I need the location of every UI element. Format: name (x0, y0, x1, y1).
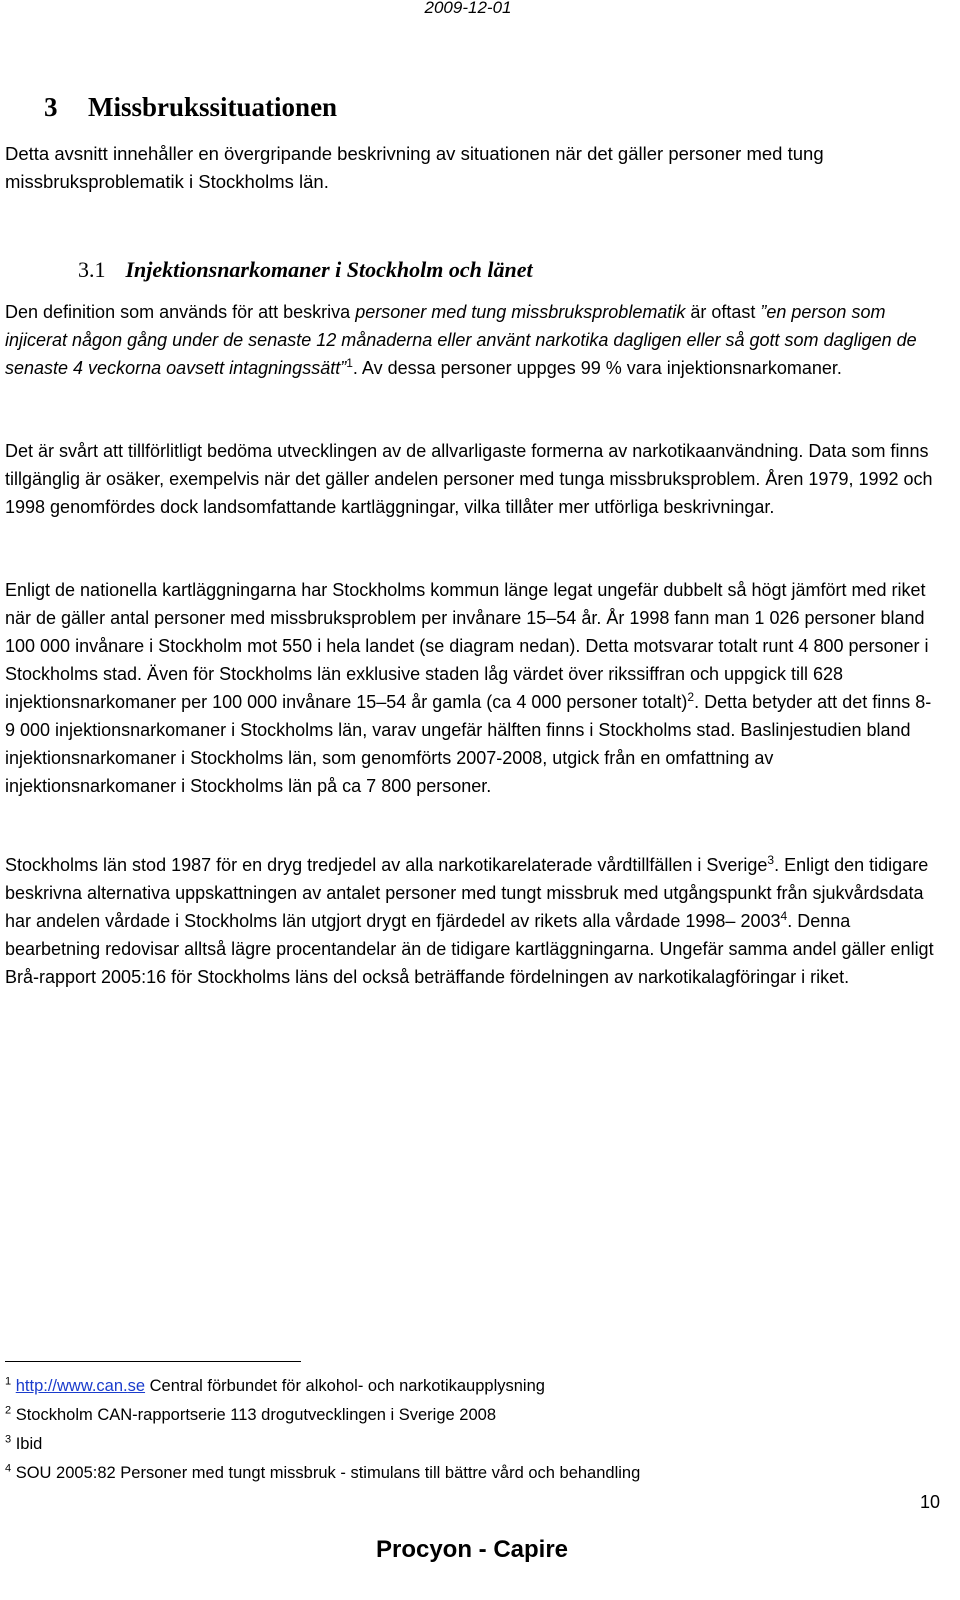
footnote-1-text: Central förbundet för alkohol- och narkotikaupplysning (145, 1377, 545, 1395)
p1-italic-definition: ”en person som injicerat någon gång under de senaste 12 månaderna eller använt narkotika dagligen eller så gott som dagligen de senaste 4 veckorna oavsett intagningssätt” (5, 302, 917, 378)
footnote-1 (5, 1372, 905, 1401)
footnote-ref-3[interactable]: 3 (767, 853, 775, 867)
header-date: 2009-12-01 (424, 0, 512, 17)
p3-text-b: . Detta betyder att det finns 8- 9 000 injektionsnarkomaner i Stockholms län, varav ungefär hälften finns i Stockholms stad. Baslinjestudien bland injektionsnarkomaner i Stockholms län, som genomförts 2007-2008, utgick från en omfattning av injektionsnarkomaner i Stockholms län på ca 7 800 personer. (5, 692, 932, 796)
page-number: 10 (919, 1492, 940, 1512)
footnote-ref-2[interactable]: 2 (687, 690, 695, 704)
footnote-separator (5, 1361, 301, 1362)
footnote-3 (5, 1430, 905, 1459)
paragraph-care-episodes (5, 851, 940, 991)
p1-text-c: är oftast (685, 302, 761, 322)
paragraph-definition (5, 298, 940, 382)
footer-brand (0, 1536, 960, 1564)
footnote-2 (5, 1401, 905, 1430)
subsection-title: Injektionsnarkomaner i Stockholm och länet (125, 257, 533, 282)
footer-text: Procyon - Capire (375, 1536, 569, 1563)
footnotes (5, 1372, 905, 1488)
p4-text-c: . Denna bearbetning redovisar alltså lägre procentandelar än de tidigare kartläggningarna. Ungefär samma andel gäller enligt Brå-rapport 2005:16 för Stockholms läns del också beträffande fördelningen av narkotikalagföringar i riket. (5, 911, 934, 987)
section-intro: Detta avsnitt innehåller en övergripande beskrivning av situationen när det gäller personer med tung missbruksproblematik i Stockholms län. (5, 143, 824, 192)
footnote-2-number: 2 (5, 1404, 12, 1417)
footnote-2-text: Stockholm CAN-rapportserie 113 drogutvecklingen i Sverige 2008 (11, 1406, 496, 1424)
footnote-4 (5, 1459, 905, 1488)
footnote-3-number: 3 (5, 1433, 12, 1446)
footnote-3-text: Ibid (11, 1435, 43, 1453)
subsection-heading (78, 257, 533, 283)
footnote-1-link[interactable]: http://www.can.se (15, 1377, 146, 1395)
footnote-4-text: SOU 2005:82 Personer med tungt missbruk - stimulans till bättre vård och behandling (11, 1464, 641, 1482)
section-heading (44, 92, 337, 123)
p1-text-e: . Av dessa personer uppges 99 % vara injektionsnarkomaner. (352, 358, 842, 378)
section-title: Missbrukssituationen (88, 92, 338, 122)
footnote-ref-1[interactable]: 1 (346, 356, 353, 370)
p3-text-a: Enligt de nationella kartläggningarna har Stockholms kommun länge legat ungefär dubbelt så högt jämfört med riket när de gäller antal personer med missbruksproblem per invånare 15–54 år. År 1998 fann man 1 026 personer bland 100 000 invånare i Stockholm mot 550 i hela landet (se diagram nedan). Detta motsvarar totalt runt 4 800 personer i Stockholms stad. Även för Stockholms län exklusive staden låg värdet över rikssiffran och uppgick till 628 injektionsnarkomaner per 100 000 invånare 15–54 år gamla (ca 4 000 personer totalt) (5, 580, 929, 712)
paragraph-assessment: Det är svårt att tillförlitligt bedöma utvecklingen av de allvarligaste formerna av narkotikaanvändning. Data som finns tillgänglig är osäker, exempelvis när det gäller andelen personer med tunga missbruksproblem. Åren 1979, 1992 och 1998 genomfördes dock landsomfattande kartläggningar, vilka tillåter mer utförliga beskrivningar. (5, 441, 933, 517)
p1-text-a: Den definition som används för att beskriva (5, 302, 356, 322)
footnote-ref-4[interactable]: 4 (780, 909, 788, 923)
footnote-4-number: 4 (5, 1462, 12, 1475)
p4-text-b: . Enligt den tidigare beskrivna alternativa uppskattningen av antalet personer med tungt missbruk med utgångspunkt från sjukvårdsdata har andelen vårdade i Stockholms län utgjort drygt en fjärdedel av rikets alla vårdade 1998– 2003 (5, 855, 929, 931)
footnote-1-number: 1 (5, 1375, 12, 1388)
subsection-number: 3.1 (78, 257, 106, 282)
paragraph-national-surveys (5, 576, 940, 800)
section-number: 3 (44, 92, 58, 122)
p1-italic-term: personer med tung missbruksproblematik (355, 302, 686, 322)
p4-text-a: Stockholms län stod 1987 för en dryg tredjedel av alla narkotikarelaterade vårdtillfällen i Sverige (5, 855, 768, 875)
